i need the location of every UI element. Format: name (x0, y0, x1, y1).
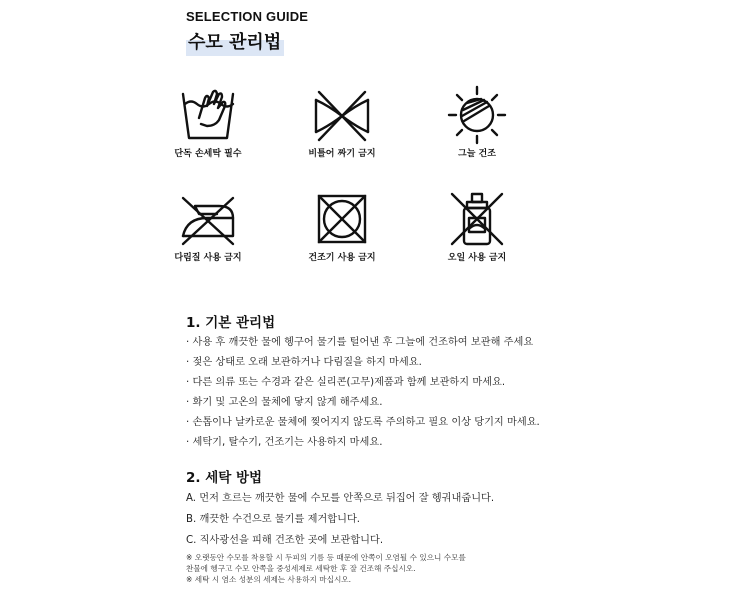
basic-care-item: · 다른 의류 또는 수경과 같은 실리콘(고무)제품과 함께 보관하지 마세요. (186, 377, 506, 388)
care-icon-grid (174, 76, 586, 276)
care-label: 오일 사용 금지 (447, 253, 507, 263)
care-item-no-tumble-dry (282, 188, 402, 263)
page-title: 수모 관리법 (186, 27, 284, 56)
basic-care-item: · 젖은 상태로 오래 보관하거나 다림질을 하지 마세요. (186, 357, 422, 368)
care-label: 그늘 건조 (458, 149, 496, 159)
care-label: 비틀어 짜기 금지 (308, 149, 376, 159)
care-item-no-wring (282, 84, 402, 159)
wash-method-title: 2. 세탁 방법 (186, 470, 263, 486)
no-oil-icon (446, 188, 508, 250)
care-label: 다림질 사용 금지 (174, 253, 242, 263)
care-item-hand-wash (148, 84, 268, 159)
hand-wash-icon (177, 84, 239, 146)
care-note: 찬물에 헹구고 수모 안쪽을 중성세제로 세탁한 후 잘 건조해 주십시오. (186, 564, 416, 573)
care-label: 건조기 사용 금지 (308, 253, 376, 263)
wash-method-item: B. 깨끗한 수건으로 물기를 제거합니다. (186, 514, 361, 525)
wash-method-item: A. 먼저 흐르는 깨끗한 물에 수모를 안쪽으로 뒤집어 잘 헹궈내줍니다. (186, 493, 495, 504)
no-iron-icon (177, 188, 239, 250)
care-label: 단독 손세탁 필수 (174, 149, 242, 159)
basic-care-item: · 세탁기, 탈수기, 건조기는 사용하지 마세요. (186, 437, 383, 448)
basic-care-item: · 사용 후 깨끗한 물에 헹구어 물기를 털어낸 후 그늘에 건조하여 보관해 주세요 (186, 337, 534, 348)
care-note: ※ 세탁 시 염소 성분의 세제는 사용하지 마십시오. (186, 575, 352, 584)
basic-care-title: 1. 기본 관리법 (186, 315, 276, 331)
wash-method-item: C. 직사광선을 피해 건조한 곳에 보관합니다. (186, 535, 384, 546)
guide-eyebrow: SELECTION GUIDE (186, 9, 309, 24)
shade-dry-icon (446, 84, 508, 146)
no-wring-icon (311, 84, 373, 146)
care-item-no-oil (417, 188, 537, 263)
no-tumble-dry-icon (311, 188, 373, 250)
basic-care-item: · 손톱이나 날카로운 물체에 찢어지지 않도록 주의하고 필요 이상 당기지 마세요. (186, 417, 540, 428)
care-item-no-iron (148, 188, 268, 263)
care-item-shade-dry (417, 84, 537, 159)
care-note: ※ 오랫동안 수모를 착용할 시 두피의 기름 등 때문에 안쪽이 오염될 수 있으니 수모를 (186, 553, 466, 562)
basic-care-item: · 화기 및 고온의 물체에 닿지 않게 해주세요. (186, 397, 383, 408)
